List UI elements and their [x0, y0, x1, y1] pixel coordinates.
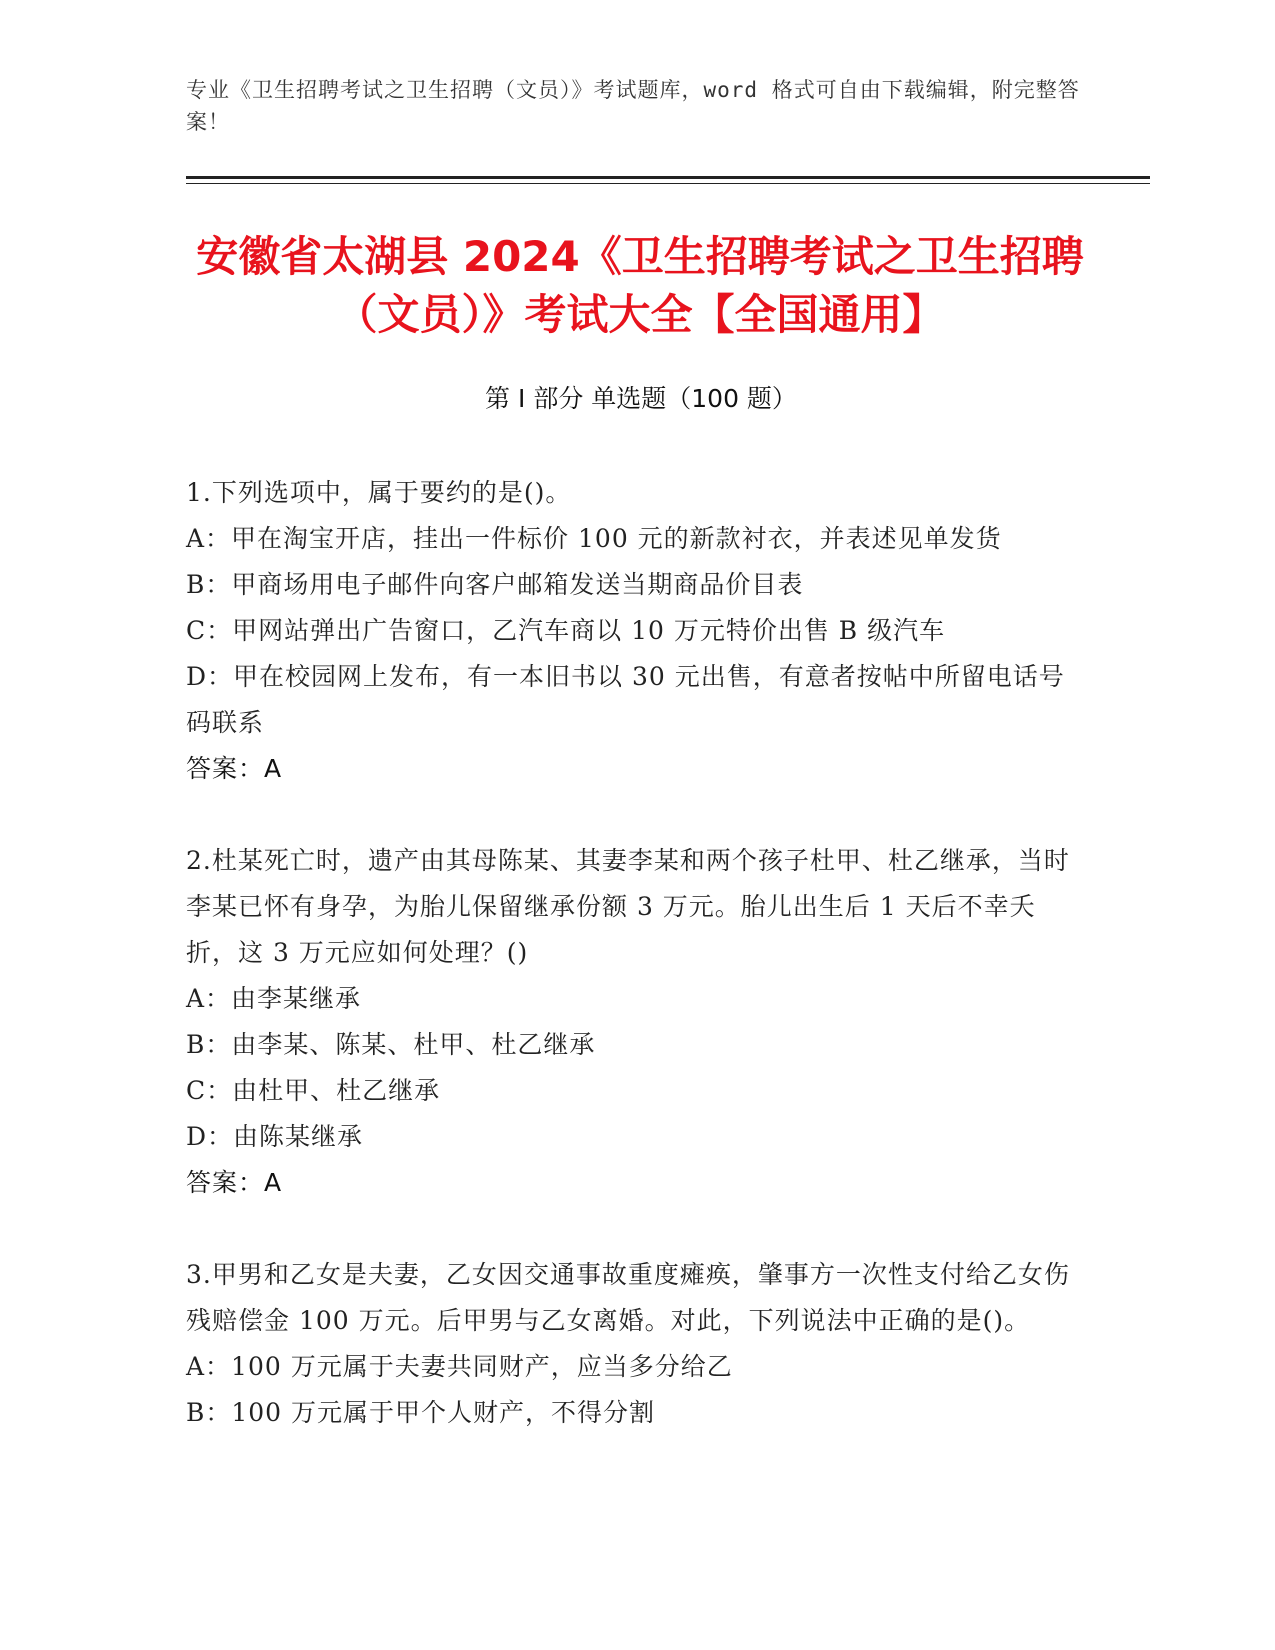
answer-line: 答案：A — [186, 754, 283, 783]
option-d: D：甲在校园网上发布，有一本旧书以 30 元出售，有意者按帖中所留电话号码联系 — [186, 662, 1065, 737]
question-2 — [186, 838, 1076, 1206]
option-b: B：由李某、陈某、杜甲、杜乙继承 — [186, 1030, 596, 1059]
header-note: 专业《卫生招聘考试之卫生招聘（文员）》考试题库，word 格式可自由下载编辑，附完整答案！ — [186, 78, 1080, 134]
document-title: 安徽省太湖县 2024《卫生招聘考试之卫生招聘（文员）》考试大全【全国通用】 — [196, 232, 1084, 339]
question-1 — [186, 470, 1076, 792]
header-divider-thick — [186, 176, 1150, 179]
option-a: A：100 万元属于夫妻共同财产，应当多分给乙 — [186, 1352, 733, 1381]
option-a: A：甲在淘宝开店，挂出一件标价 100 元的新款衬衣，并表述见单发货 — [186, 524, 1002, 553]
question-stem: 3.甲男和乙女是夫妻，乙女因交通事故重度瘫痪，肇事方一次性支付给乙女伤残赔偿金 100 万元。后甲男与乙女离婚。对此，下列说法中正确的是()。 — [186, 1260, 1070, 1335]
option-d: D：由陈某继承 — [186, 1122, 364, 1151]
answer-line: 答案：A — [186, 1168, 283, 1197]
question-3 — [186, 1252, 1076, 1436]
option-c: C：甲网站弹出广告窗口，乙汽车商以 10 万元特价出售 B 级汽车 — [186, 616, 946, 645]
option-c: C：由杜甲、杜乙继承 — [186, 1076, 441, 1105]
question-stem: 2.杜某死亡时，遗产由其母陈某、其妻李某和两个孩子杜甲、杜乙继承，当时李某已怀有身孕，为胎儿保留继承份额 3 万元。胎儿出生后 1 天后不幸夭折，这 3 万元应如何处理？() — [186, 846, 1070, 967]
section-heading: 第 I 部分 单选题（100 题） — [485, 384, 797, 413]
header-divider-thin — [186, 183, 1150, 184]
question-stem: 1.下列选项中，属于要约的是()。 — [186, 478, 572, 507]
option-b: B：100 万元属于甲个人财产，不得分割 — [186, 1398, 656, 1427]
option-a: A：由李某继承 — [186, 984, 362, 1013]
option-b: B：甲商场用电子邮件向客户邮箱发送当期商品价目表 — [186, 570, 804, 599]
question-list — [186, 470, 1076, 1482]
